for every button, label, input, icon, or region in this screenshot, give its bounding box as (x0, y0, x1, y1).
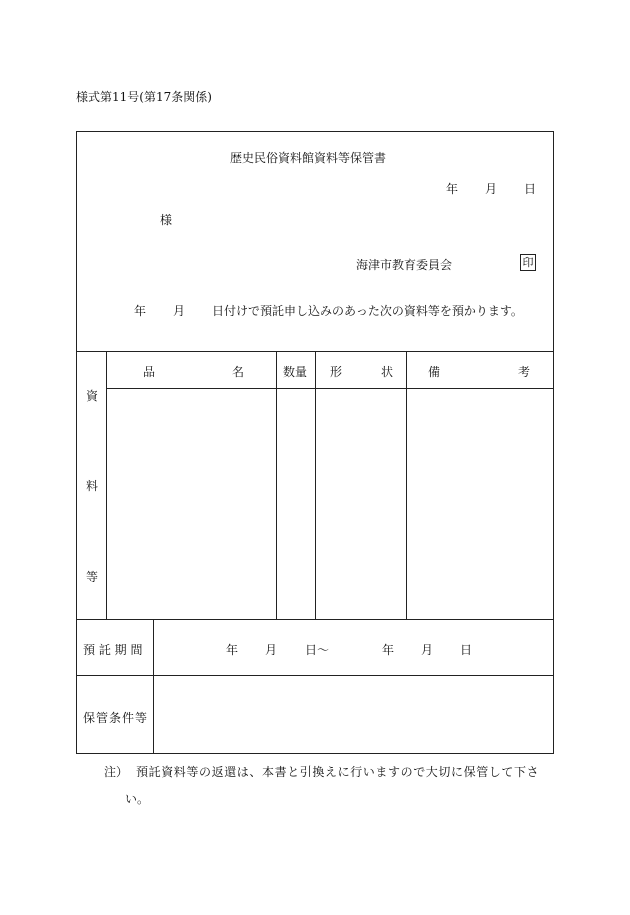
period-to-day: 日 (460, 643, 473, 657)
note-prefix: 注） (104, 765, 129, 779)
row-label-char-3: 等 (86, 570, 99, 584)
note-line-2: い。 (125, 792, 150, 806)
date-year: 年 (446, 182, 459, 196)
period-row-divider (76, 675, 554, 676)
header-item-name-2: 名 (232, 365, 245, 379)
storage-conditions-label: 保管条件等 (83, 711, 149, 725)
note-line-1: 預託資料等の返還は、本書と引換えに行いますので大切に保管して下さ (136, 765, 540, 779)
document-title: 歴史民俗資料館資料等保管書 (230, 151, 387, 165)
addressee-suffix: 様 (160, 213, 173, 227)
header-shape-1: 形 (330, 365, 343, 379)
col-divider-1 (276, 351, 277, 619)
header-row-divider (106, 388, 554, 389)
date-day: 日 (524, 182, 537, 196)
header-shape-2: 状 (381, 365, 394, 379)
col-divider-3 (406, 351, 407, 619)
period-from-year: 年 (226, 643, 239, 657)
header-item-name-1: 品 (143, 365, 156, 379)
statement-text: 日付けで預託申し込みのあった次の資料等を預かります。 (212, 304, 523, 318)
period-to-year: 年 (382, 643, 395, 657)
form-number: 様式第11号(第17条関係) (76, 90, 212, 104)
header-quantity: 数量 (283, 365, 308, 379)
header-remarks-1: 備 (428, 365, 441, 379)
table-bottom-border (76, 619, 554, 620)
issuer-name: 海津市教育委員会 (356, 258, 453, 272)
date-month: 月 (485, 182, 498, 196)
deposit-period-label: 預 託 期 間 (83, 643, 143, 657)
statement-month: 月 (173, 304, 186, 318)
row-label-char-2: 料 (86, 479, 99, 493)
row-label-char-1: 資 (86, 389, 99, 403)
seal-mark: 印 (520, 254, 536, 271)
col-divider-2 (315, 351, 316, 619)
period-to-month: 月 (421, 643, 434, 657)
row-label-divider (106, 351, 107, 619)
period-from-month: 月 (265, 643, 278, 657)
header-remarks-2: 考 (518, 365, 531, 379)
bottom-label-divider (153, 619, 154, 754)
period-from-day: 日〜 (305, 643, 330, 657)
statement-year: 年 (134, 304, 147, 318)
